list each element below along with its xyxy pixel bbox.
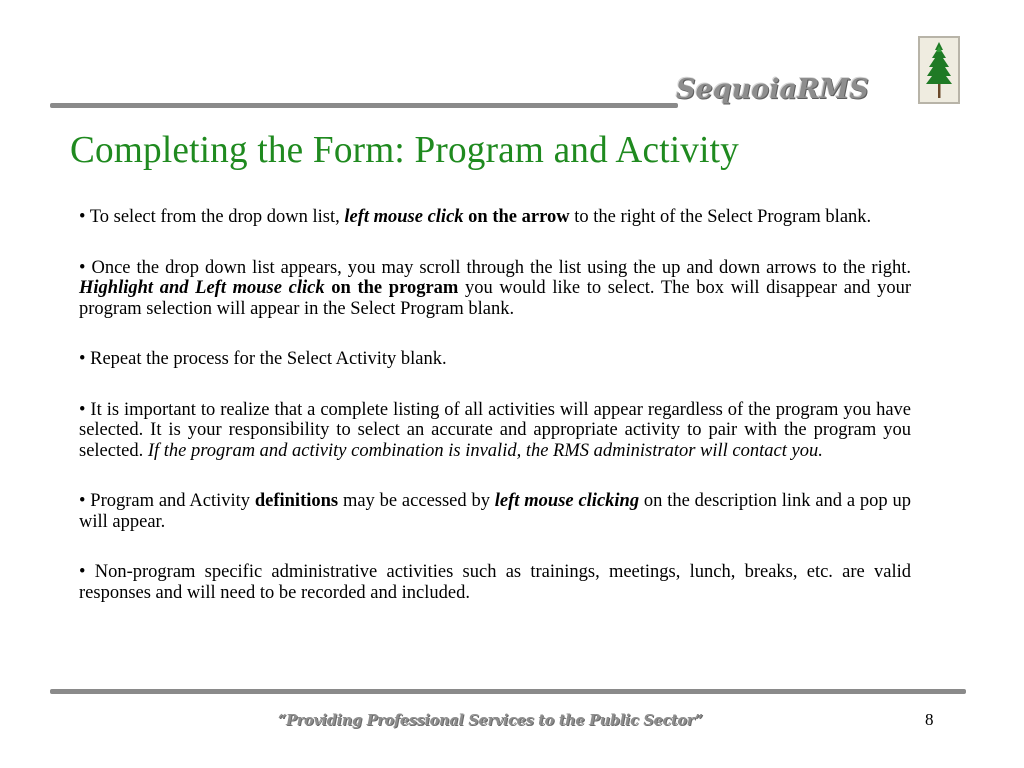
- bullet-item: [79, 207, 911, 228]
- bullet-bold: definitions: [254, 491, 339, 511]
- bullet-list: [79, 207, 911, 603]
- bullet-text: • Once the drop down list appears, you may scroll through the list using the up and down arrows to the right.: [79, 257, 911, 278]
- bullet-text: to the right of the Select Program blank.: [569, 207, 872, 227]
- slide-title: Completing the Form: Program and Activity: [70, 129, 740, 171]
- footer-tagline: “Providing Professional Services to the Public Sector”: [278, 712, 703, 729]
- header-rule: [50, 103, 678, 108]
- bullet-item: [79, 400, 911, 462]
- page-number: 8: [925, 710, 934, 729]
- bullet-text: on the description link and a pop up will appear.: [79, 491, 911, 532]
- bullet-emphasis: left mouse click: [344, 207, 464, 227]
- sequoia-tree-icon: [918, 36, 960, 104]
- bullet-text: • Non-program specific administrative activities such as trainings, meetings, lunch, breaks, etc. are valid responses and will need to be recorded and included.: [79, 562, 911, 603]
- bullet-text: • It is important to realize that a complete listing of all activities will appear regardless of the program you have selected. It is your responsibility to select an accurate and appropriate activity to pair with the program you selected.: [79, 399, 911, 461]
- bullet-text: • Repeat the process for the Select Activity blank.: [79, 349, 447, 369]
- brand-name: SequoiaRMS: [676, 74, 869, 105]
- bullet-bold: on the arrow: [463, 207, 570, 227]
- bullet-item: [79, 258, 911, 320]
- bullet-bold: on the program: [324, 278, 459, 298]
- bullet-text: you would like to select. The box will disappear and your program selection will appear in the Select Program blank.: [79, 278, 911, 319]
- bullet-item: [79, 349, 911, 370]
- bullet-text: • Program and Activity: [79, 491, 255, 511]
- footer-rule: [50, 689, 966, 694]
- bullet-emphasis: Highlight and Left mouse click: [79, 278, 325, 298]
- bullet-emphasis: left mouse clicking: [494, 491, 640, 511]
- bullet-item: [79, 562, 911, 603]
- bullet-text: • To select from the drop down list,: [79, 207, 345, 227]
- bullet-italic: If the program and activity combination is invalid, the RMS administrator will contact you.: [147, 440, 823, 461]
- bullet-text: may be accessed by: [338, 491, 495, 511]
- bullet-item: [79, 491, 911, 532]
